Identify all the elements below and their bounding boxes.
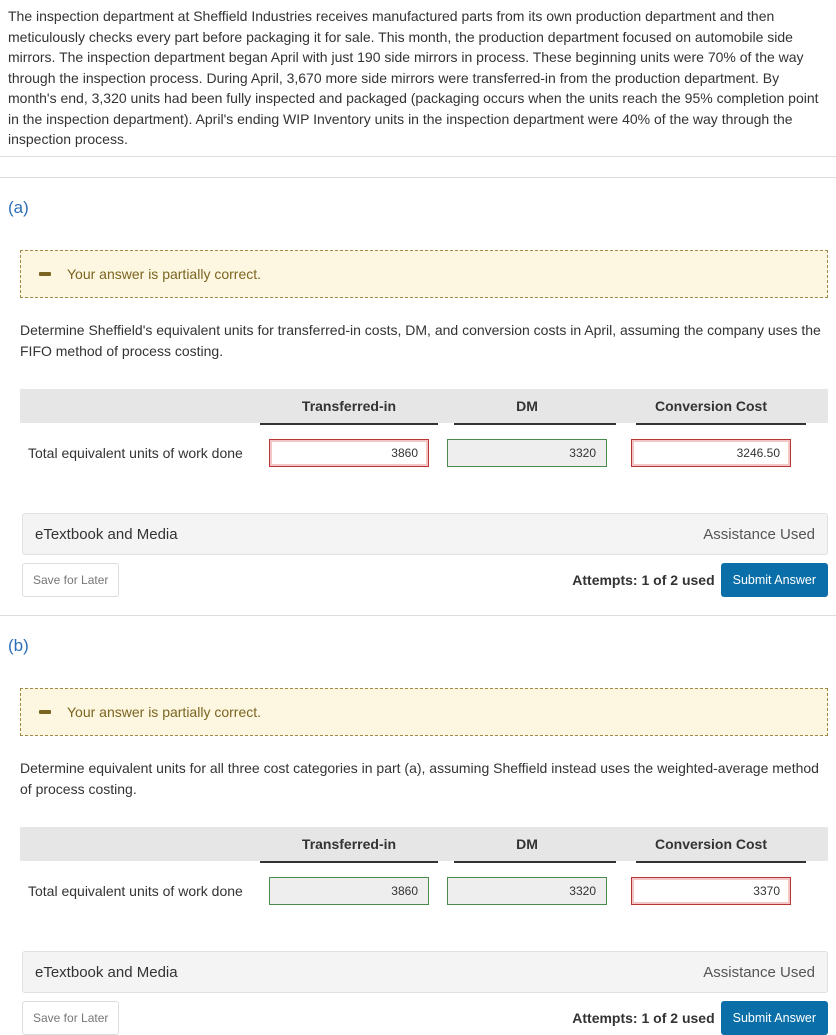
- header-conversion-cost: Conversion Cost: [654, 836, 767, 852]
- question-text: Determine Sheffield's equivalent units for transferred-in costs, DM, and conversion costs in April, assuming the company uses the FIFO method of process costing.: [20, 322, 821, 359]
- part-label: (a): [8, 198, 29, 217]
- row-label: Total equivalent units of work done: [28, 445, 243, 461]
- header-dm: DM: [516, 836, 538, 852]
- assistance-used: Assistance Used: [703, 525, 815, 543]
- row-label: Total equivalent units of work done: [28, 883, 243, 899]
- partial-icon: [39, 272, 51, 276]
- problem-statement: The inspection department at Sheffield Industries receives manufactured parts from its own production department and then meticulously checks every part before packaging it for sale. This month, the production department focused on automobile side mirrors. The inspection department began April with just 190 side mirrors in process. These beginning units were 70% of the way through the inspection process. During April, 3,670 more side mirrors were transferred-in from the production department. By month's end, 3,320 units had been fully inspected and packaged (packaging occurs when the units reach the 95% completion point in the inspection department). April's ending WIP Inventory units in the inspection department were 40% of the way through the inspection process.: [0, 0, 836, 157]
- partial-correct-alert: [20, 250, 828, 298]
- etextbook-link[interactable]: eTextbook and Media: [35, 525, 178, 543]
- header-conversion-cost: Conversion Cost: [654, 398, 767, 414]
- conversion-cost-input[interactable]: 3246.50: [631, 439, 791, 467]
- header-dm: DM: [516, 398, 538, 414]
- save-for-later-button[interactable]: Save for Later: [22, 1001, 119, 1035]
- dm-input[interactable]: 3320: [447, 877, 607, 905]
- transferred-in-input[interactable]: 3860: [269, 877, 429, 905]
- header-transferred-in: Transferred-in: [301, 836, 397, 852]
- conversion-cost-input[interactable]: 3370: [631, 877, 791, 905]
- attempts-text: Attempts: 1 of 2 used: [572, 1010, 715, 1026]
- etextbook-media-bar[interactable]: [22, 951, 828, 993]
- etextbook-media-bar[interactable]: [22, 513, 828, 555]
- alert-text: Your answer is partially correct.: [67, 704, 262, 720]
- dm-input[interactable]: 3320: [447, 439, 607, 467]
- transferred-in-input[interactable]: 3860: [269, 439, 429, 467]
- attempts-text: Attempts: 1 of 2 used: [572, 572, 715, 588]
- alert-text: Your answer is partially correct.: [67, 266, 262, 282]
- part-a: [0, 177, 836, 597]
- assistance-used: Assistance Used: [703, 963, 815, 981]
- answer-table: [20, 827, 828, 919]
- save-for-later-button[interactable]: Save for Later: [22, 563, 119, 597]
- answer-table: [20, 389, 828, 481]
- partial-correct-alert: [20, 688, 828, 736]
- submit-answer-button[interactable]: Submit Answer: [721, 563, 828, 597]
- question-text: Determine equivalent units for all three cost categories in part (a), assuming Sheffield instead uses the weighted-average method of process costing.: [20, 760, 819, 797]
- submit-answer-button[interactable]: Submit Answer: [721, 1001, 828, 1035]
- part-b: [0, 615, 836, 1035]
- partial-icon: [39, 710, 51, 714]
- etextbook-link[interactable]: eTextbook and Media: [35, 963, 178, 981]
- part-label: (b): [8, 636, 29, 655]
- header-transferred-in: Transferred-in: [301, 398, 397, 414]
